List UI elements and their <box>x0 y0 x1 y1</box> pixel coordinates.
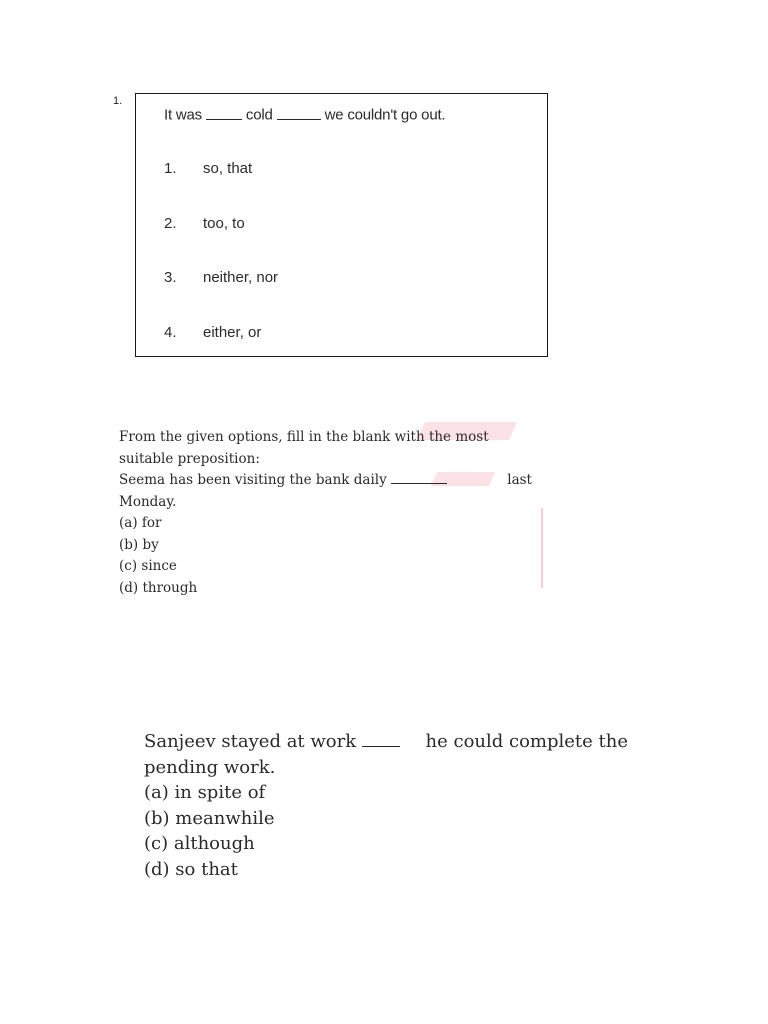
question-3-option-c[interactable]: (c) although <box>144 833 255 854</box>
question-2-line-4: Monday. <box>119 493 177 510</box>
question-2-text <box>119 427 539 599</box>
option-text: too, to <box>203 215 245 232</box>
question-1-box <box>135 93 548 357</box>
question-1-stem-part2: cold <box>245 106 273 124</box>
question-3-text <box>144 729 634 882</box>
question-3-blank <box>362 730 400 747</box>
question-2-line-3-part1: Seema has been visiting the bank daily <box>119 472 387 488</box>
question-2-line-3-part2: last <box>507 472 532 488</box>
question-2-blank <box>391 471 447 484</box>
question-2-option-b[interactable]: (b) by <box>119 536 159 553</box>
question-3-line-1 <box>144 729 628 755</box>
question-3-option-a[interactable]: (a) in spite of <box>144 782 266 803</box>
question-3-line-1-part2: he could complete the <box>425 731 628 752</box>
option-number: 3. <box>164 269 177 286</box>
question-1-blank-2 <box>277 105 321 120</box>
question-1-option-2[interactable] <box>164 215 245 232</box>
question-2-line-1: From the given options, fill in the blank with the most <box>119 429 489 445</box>
question-1-stem <box>164 105 445 124</box>
question-3-line-1-part1: Sanjeev stayed at work <box>144 731 357 752</box>
question-3-option-b[interactable]: (b) meanwhile <box>144 807 275 829</box>
question-1-option-1[interactable] <box>164 160 252 177</box>
option-number: 1. <box>164 160 177 177</box>
highlight-edge <box>541 508 543 588</box>
question-2-line-3 <box>119 470 532 492</box>
question-1-number: 1. <box>113 95 123 107</box>
question-1-stem-part1: It was <box>164 106 202 124</box>
question-3-line-2: pending work. <box>144 756 276 778</box>
option-text: neither, nor <box>203 269 279 286</box>
option-text: either, or <box>203 324 262 341</box>
question-2-line-2: suitable preposition: <box>119 450 260 467</box>
question-2-image <box>116 420 543 608</box>
question-3-option-d[interactable]: (d) so that <box>144 858 238 880</box>
question-1-option-3[interactable] <box>164 269 278 286</box>
question-1-stem-part3: we couldn't go out. <box>324 106 446 124</box>
question-1-blank-1 <box>206 105 242 120</box>
option-text: so, that <box>203 160 253 177</box>
question-2-option-d[interactable]: (d) through <box>119 579 198 596</box>
option-number: 4. <box>164 324 177 341</box>
question-2-option-a[interactable]: (a) for <box>119 515 162 531</box>
question-1-option-4[interactable] <box>164 324 261 341</box>
question-2-option-c[interactable]: (c) since <box>119 558 177 574</box>
option-number: 2. <box>164 215 177 232</box>
question-3-image <box>136 720 638 896</box>
